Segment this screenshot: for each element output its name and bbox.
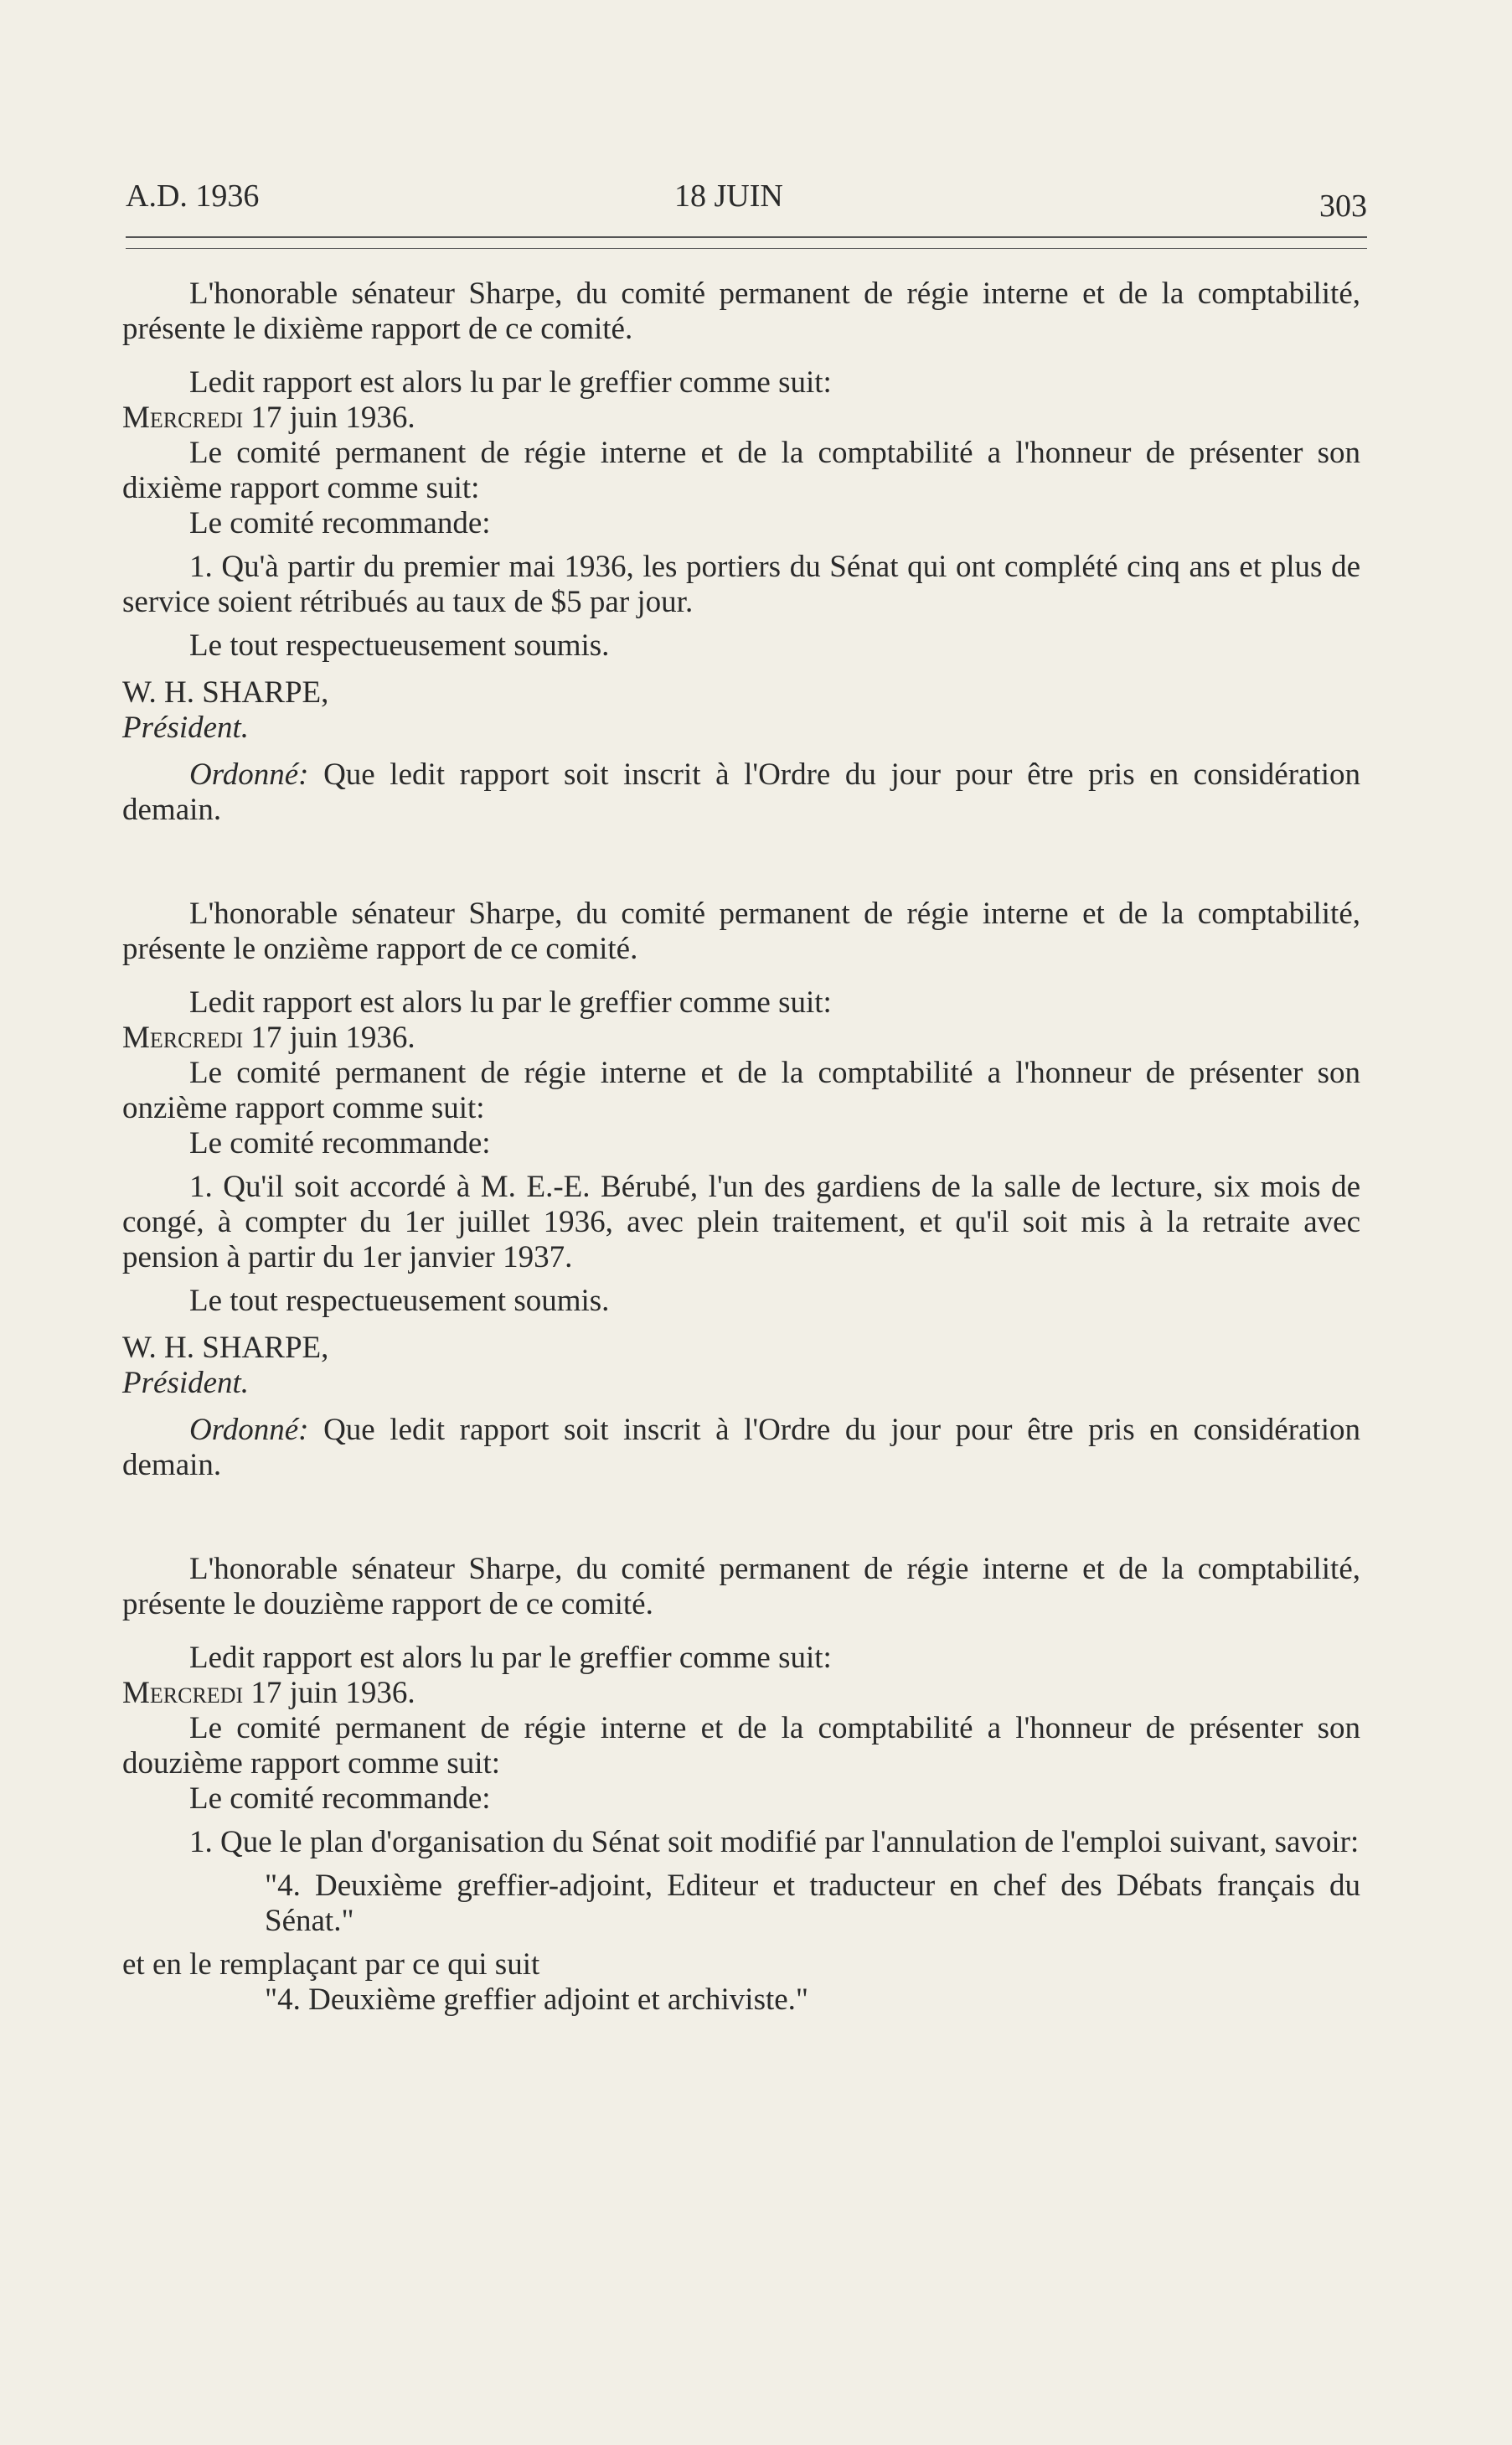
- section-read: Ledit rapport est alors lu par le greffier comme suit:: [189, 1641, 832, 1675]
- date-day: Mercredi: [122, 401, 244, 435]
- quoted-position-old: "4. Deuxième greffier-adjoint, Editeur et traducteur en chef des Débats français du Sénat.": [265, 1869, 1360, 1938]
- ordonne-label: Ordonné:: [189, 757, 309, 792]
- report-lead: Le comité permanent de régie interne et de la comptabilité a l'honneur de présenter son dixième rapport comme suit:: [122, 436, 1360, 505]
- header-date: 18 JUIN: [674, 178, 783, 214]
- page-body: [122, 277, 1360, 2018]
- section-intro: L'honorable sénateur Sharpe, du comité permanent de régie interne et de la comptabilité, présente le dixième rapport de ce comité.: [122, 277, 1360, 346]
- quoted-position-new: "4. Deuxième greffier adjoint et archiviste.": [265, 1982, 809, 2017]
- report-lead: Le comité permanent de régie interne et de la comptabilité a l'honneur de présenter son douzième rapport comme suit:: [122, 1711, 1360, 1781]
- report-lead: Le comité permanent de régie interne et de la comptabilité a l'honneur de présenter son onzième rapport comme suit:: [122, 1056, 1360, 1125]
- replace-line: et en le remplaçant par ce qui suit: [122, 1947, 540, 1982]
- report-date: [122, 401, 1360, 436]
- ordonne-label: Ordonné:: [189, 1413, 309, 1447]
- report-date: [122, 1676, 1360, 1711]
- signature: W. H. SHARPE,: [122, 1331, 329, 1365]
- header-year: A.D. 1936: [126, 178, 260, 214]
- ordonne: [122, 757, 1360, 828]
- section-read: Ledit rapport est alors lu par le greffier comme suit:: [189, 985, 832, 1020]
- report-date: [122, 1021, 1360, 1056]
- report-section-12: [122, 1552, 1360, 2018]
- header-rule-thin: [126, 248, 1367, 249]
- page-header: [126, 178, 1367, 228]
- ordonne-text: Que ledit rapport soit inscrit à l'Ordre du jour pour être pris en considération demain.: [122, 1413, 1360, 1482]
- report-recommend: Le comité recommande:: [189, 506, 491, 540]
- report-item: 1. Que le plan d'organisation du Sénat soit modifié par l'annulation de l'emploi suivant, savoir:: [189, 1825, 1360, 1859]
- date-day: Mercredi: [122, 1676, 244, 1710]
- report-recommend: Le comité recommande:: [189, 1781, 491, 1816]
- page-number: 303: [1319, 189, 1367, 224]
- date-rest: 17 juin 1936.: [250, 1676, 415, 1710]
- date-rest: 17 juin 1936.: [250, 1021, 415, 1055]
- section-read: Ledit rapport est alors lu par le greffier comme suit:: [189, 365, 832, 400]
- report-item: 1. Qu'il soit accordé à M. E.-E. Bérubé, l'un des gardiens de la salle de lecture, six mois de congé, à compter du 1er juillet 1936, avec plein traitement, et qu'il soit mis à la retraite avec pension à partir du 1er janvier 1937.: [122, 1170, 1360, 1274]
- ordonne-text: Que ledit rapport soit inscrit à l'Ordre du jour pour être pris en considération demain.: [122, 757, 1360, 827]
- signature-title: Président.: [122, 711, 250, 745]
- signature: W. H. SHARPE,: [122, 675, 329, 710]
- report-submitted: Le tout respectueusement soumis.: [189, 1284, 610, 1318]
- ordonne: [122, 1413, 1360, 1483]
- date-rest: 17 juin 1936.: [250, 401, 415, 435]
- report-recommend: Le comité recommande:: [189, 1126, 491, 1160]
- report-submitted: Le tout respectueusement soumis.: [189, 628, 610, 663]
- signature-title: Président.: [122, 1366, 250, 1400]
- header-rule-thick: [126, 236, 1367, 238]
- section-intro: L'honorable sénateur Sharpe, du comité permanent de régie interne et de la comptabilité, présente le onzième rapport de ce comité.: [122, 897, 1360, 966]
- report-section-10: [122, 277, 1360, 828]
- report-section-11: [122, 897, 1360, 1483]
- report-item: 1. Qu'à partir du premier mai 1936, les portiers du Sénat qui ont complété cinq ans et plus de service soient rétribués au taux de $5 par jour.: [122, 550, 1360, 619]
- date-day: Mercredi: [122, 1021, 244, 1055]
- section-intro: L'honorable sénateur Sharpe, du comité permanent de régie interne et de la comptabilité, présente le douzième rapport de ce comité.: [122, 1552, 1360, 1621]
